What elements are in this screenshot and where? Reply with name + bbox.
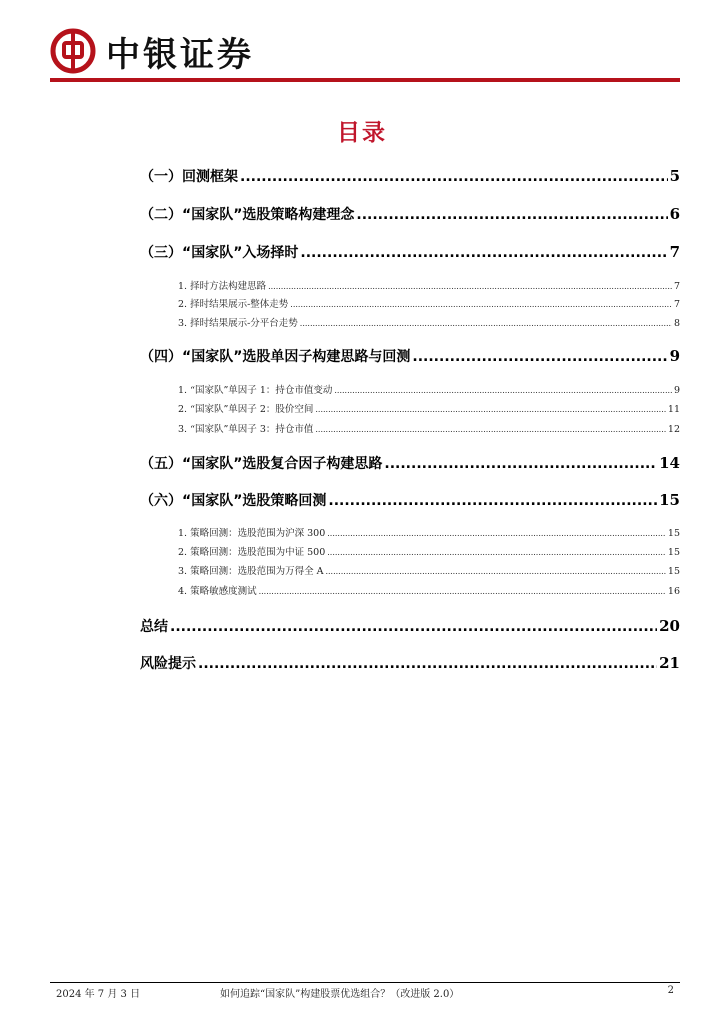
toc-subentry[interactable] bbox=[178, 583, 680, 597]
toc-entry-page: 8 bbox=[673, 318, 680, 329]
toc-leader bbox=[356, 207, 667, 223]
toc-entry-page: 7 bbox=[669, 243, 680, 261]
toc-leader bbox=[300, 319, 672, 328]
toc-entry-page: 6 bbox=[669, 205, 680, 223]
toc-entry[interactable] bbox=[140, 616, 680, 636]
toc-subentry[interactable] bbox=[178, 278, 680, 292]
toc-entry-page: 7 bbox=[673, 281, 680, 292]
footer-date: 2024 年 7 月 3 日 bbox=[56, 989, 141, 1000]
toc-entry-page: 14 bbox=[659, 454, 680, 472]
toc-entry-label: 3. “国家队”单因子 3：持仓市值 bbox=[178, 424, 314, 435]
toc-entry-label: 2. 择时结果展示-整体走势 bbox=[178, 299, 289, 310]
toc-entry[interactable] bbox=[140, 242, 680, 262]
toc-leader bbox=[198, 656, 657, 672]
toc-leader bbox=[259, 587, 666, 596]
toc-entry-label: （二）“国家队”选股策略构建理念 bbox=[140, 207, 355, 223]
toc-entry[interactable] bbox=[140, 346, 680, 366]
toc-subentry[interactable] bbox=[178, 525, 680, 539]
toc-entry-label: 4. 策略敏感度测试 bbox=[178, 586, 257, 597]
toc-leader bbox=[290, 300, 672, 309]
toc-leader bbox=[328, 493, 657, 509]
toc-subentry[interactable] bbox=[178, 296, 680, 310]
toc-entry-label: 总结 bbox=[140, 619, 168, 635]
toc-entry-page: 12 bbox=[667, 424, 680, 435]
page-header bbox=[50, 26, 254, 76]
toc-entry[interactable] bbox=[140, 453, 680, 473]
toc-leader bbox=[170, 619, 657, 635]
toc-subentry[interactable] bbox=[178, 544, 680, 558]
footer-page-number: 2 bbox=[667, 985, 674, 996]
toc-subentry[interactable] bbox=[178, 315, 680, 329]
header-rule bbox=[50, 78, 680, 82]
toc-subentry[interactable] bbox=[178, 382, 680, 396]
toc-entry-page: 11 bbox=[667, 404, 680, 415]
toc-entry-label: （五）“国家队”选股复合因子构建思路 bbox=[140, 456, 383, 472]
toc-entry-page: 7 bbox=[673, 299, 680, 310]
toc-entry-page: 15 bbox=[667, 528, 680, 539]
toc-entry-page: 15 bbox=[667, 566, 680, 577]
toc-entry-label: （六）“国家队”选股策略回测 bbox=[140, 493, 327, 509]
brand-name: 中银证券 bbox=[106, 34, 254, 75]
toc-entry[interactable] bbox=[140, 653, 680, 673]
footer-document-title: 如何追踪“国家队”构建股票优选组合？（改进版 2.0） bbox=[220, 989, 460, 1000]
toc-entry-page: 21 bbox=[659, 654, 680, 672]
toc-entry-page: 5 bbox=[669, 167, 680, 185]
toc-leader bbox=[334, 386, 672, 395]
toc-subentry[interactable] bbox=[178, 563, 680, 577]
toc-entry-page: 15 bbox=[667, 547, 680, 558]
toc-entry-page: 16 bbox=[667, 586, 680, 597]
toc-entry-label: 2. 策略回测：选股范围为中证 500 bbox=[178, 547, 326, 558]
bank-of-china-logo-icon bbox=[50, 28, 96, 74]
toc-leader bbox=[325, 567, 665, 576]
toc-entry-label: 风险提示 bbox=[140, 656, 196, 672]
toc-entry-label: （四）“国家队”选股单因子构建思路与回测 bbox=[140, 349, 411, 365]
toc-entry-page: 15 bbox=[659, 491, 680, 509]
toc-entry-label: 2. “国家队”单因子 2：股价空间 bbox=[178, 404, 314, 415]
toc-leader bbox=[268, 282, 672, 291]
toc-leader bbox=[412, 349, 667, 365]
toc-entry[interactable] bbox=[140, 166, 680, 186]
page-footer bbox=[50, 985, 680, 999]
toc-leader bbox=[315, 405, 666, 414]
toc-entry-page: 9 bbox=[673, 385, 680, 396]
toc-leader bbox=[300, 245, 667, 261]
toc-entry-label: 3. 策略回测：选股范围为万得全 A bbox=[178, 566, 324, 577]
toc-entry-label: 1. 择时方法构建思路 bbox=[178, 281, 267, 292]
toc-entry-page: 9 bbox=[669, 347, 680, 365]
toc-leader bbox=[327, 548, 666, 557]
toc-leader bbox=[240, 169, 668, 185]
toc-title: 目录 bbox=[337, 120, 387, 146]
toc-entry-label: （三）“国家队”入场择时 bbox=[140, 245, 299, 261]
toc-leader bbox=[384, 456, 657, 472]
toc-entry-label: 1. “国家队”单因子 1：持仓市值变动 bbox=[178, 385, 333, 396]
footer-rule bbox=[50, 982, 680, 983]
toc-entry-page: 20 bbox=[659, 617, 680, 635]
toc-entry-label: （一）回测框架 bbox=[140, 169, 238, 185]
toc-subentry[interactable] bbox=[178, 401, 680, 415]
toc-entry[interactable] bbox=[140, 490, 680, 510]
toc-leader bbox=[315, 425, 666, 434]
toc-entry-label: 1. 策略回测：选股范围为沪深 300 bbox=[178, 528, 326, 539]
toc-subentry[interactable] bbox=[178, 421, 680, 435]
toc-entry-label: 3. 择时结果展示-分平台走势 bbox=[178, 318, 298, 329]
toc-entry[interactable] bbox=[140, 204, 680, 224]
toc-leader bbox=[327, 529, 666, 538]
